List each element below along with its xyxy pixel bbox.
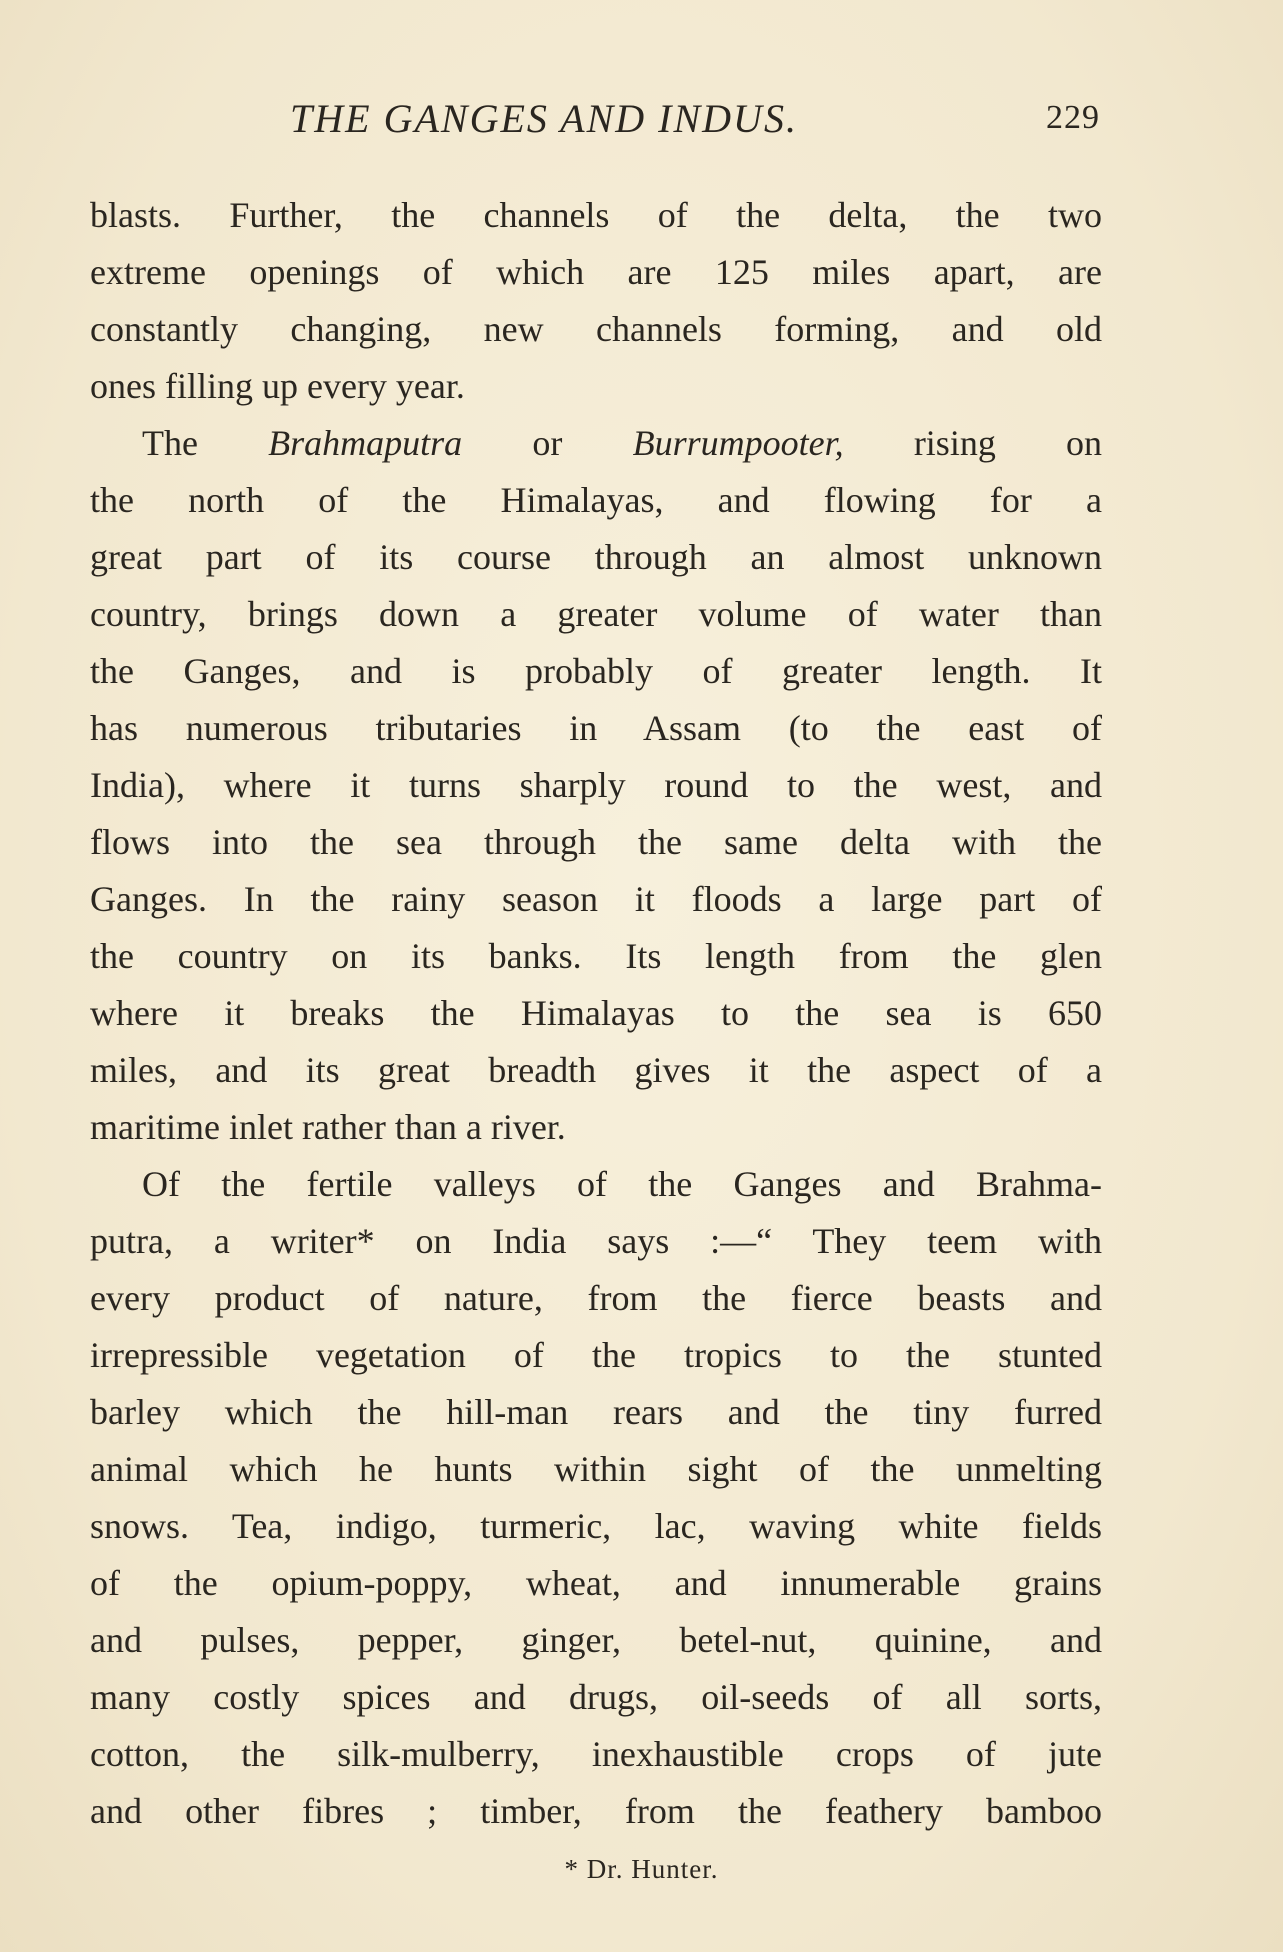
- text-line: many costly spices and drugs, oil-seeds of all sorts,: [90, 1677, 1102, 1717]
- text-line: the country on its banks. Its length from the glen: [90, 936, 1102, 976]
- page-number: 229: [1046, 99, 1100, 136]
- italic-term-brahmaputra: Brahmaputra: [268, 423, 463, 463]
- text-line: and other fibres ; timber, from the feathery bamboo: [90, 1791, 1102, 1831]
- text-line: putra, a writer* on India says :—“ They teem with: [90, 1221, 1102, 1261]
- text-line: maritime inlet rather than a river.: [90, 1107, 566, 1147]
- text-word: The: [142, 423, 198, 463]
- text-word: or: [532, 423, 563, 463]
- text-line: irrepressible vegetation of the tropics to the stunted: [90, 1335, 1102, 1375]
- text-line: of the opium-poppy, wheat, and innumerable grains: [90, 1563, 1102, 1603]
- text-line: great part of its course through an almost unknown: [90, 537, 1102, 577]
- text-line: the north of the Himalayas, and flowing for a: [90, 480, 1102, 520]
- running-title: THE GANGES AND INDUS.: [290, 96, 798, 141]
- text-line: Of the fertile valleys of the Ganges and Brahma-: [142, 1164, 1102, 1204]
- text-line: has numerous tributaries in Assam (to the east of: [90, 708, 1102, 748]
- text-line: snows. Tea, indigo, turmeric, lac, waving white fields: [90, 1506, 1102, 1546]
- body-text: [90, 187, 1102, 1840]
- text-line: flows into the sea through the same delta with the: [90, 822, 1102, 862]
- text-line: barley which the hill-man rears and the tiny furred: [90, 1392, 1102, 1432]
- text-line: India), where it turns sharply round to the west, and: [90, 765, 1102, 805]
- text-line: extreme openings of which are 125 miles apart, are: [90, 252, 1102, 292]
- text-line: and pulses, pepper, ginger, betel-nut, quinine, and: [90, 1620, 1102, 1660]
- text-line: ones filling up every year.: [90, 366, 465, 406]
- text-line: country, brings down a greater volume of water than: [90, 594, 1102, 634]
- text-word: rising on: [913, 423, 1102, 463]
- running-head: [90, 95, 1100, 145]
- text-line: miles, and its great breadth gives it the aspect of a: [90, 1050, 1102, 1090]
- text-line: the Ganges, and is probably of greater length. It: [90, 651, 1102, 691]
- footnote: * Dr. Hunter.: [564, 1854, 719, 1884]
- text-line: where it breaks the Himalayas to the sea is 650: [90, 993, 1102, 1033]
- text-line: Ganges. In the rainy season it floods a large part of: [90, 879, 1102, 919]
- text-line: animal which he hunts within sight of the unmelting: [90, 1449, 1102, 1489]
- text-line: constantly changing, new channels forming, and old: [90, 309, 1102, 349]
- text-line: every product of nature, from the fierce beasts and: [90, 1278, 1102, 1318]
- text-line: blasts. Further, the channels of the delta, the two: [90, 195, 1102, 235]
- text-line: cotton, the silk-mulberry, inexhaustible crops of jute: [90, 1734, 1102, 1774]
- italic-term-burrumpooter: Burrumpooter,: [632, 423, 844, 463]
- text-line: [90, 415, 1102, 472]
